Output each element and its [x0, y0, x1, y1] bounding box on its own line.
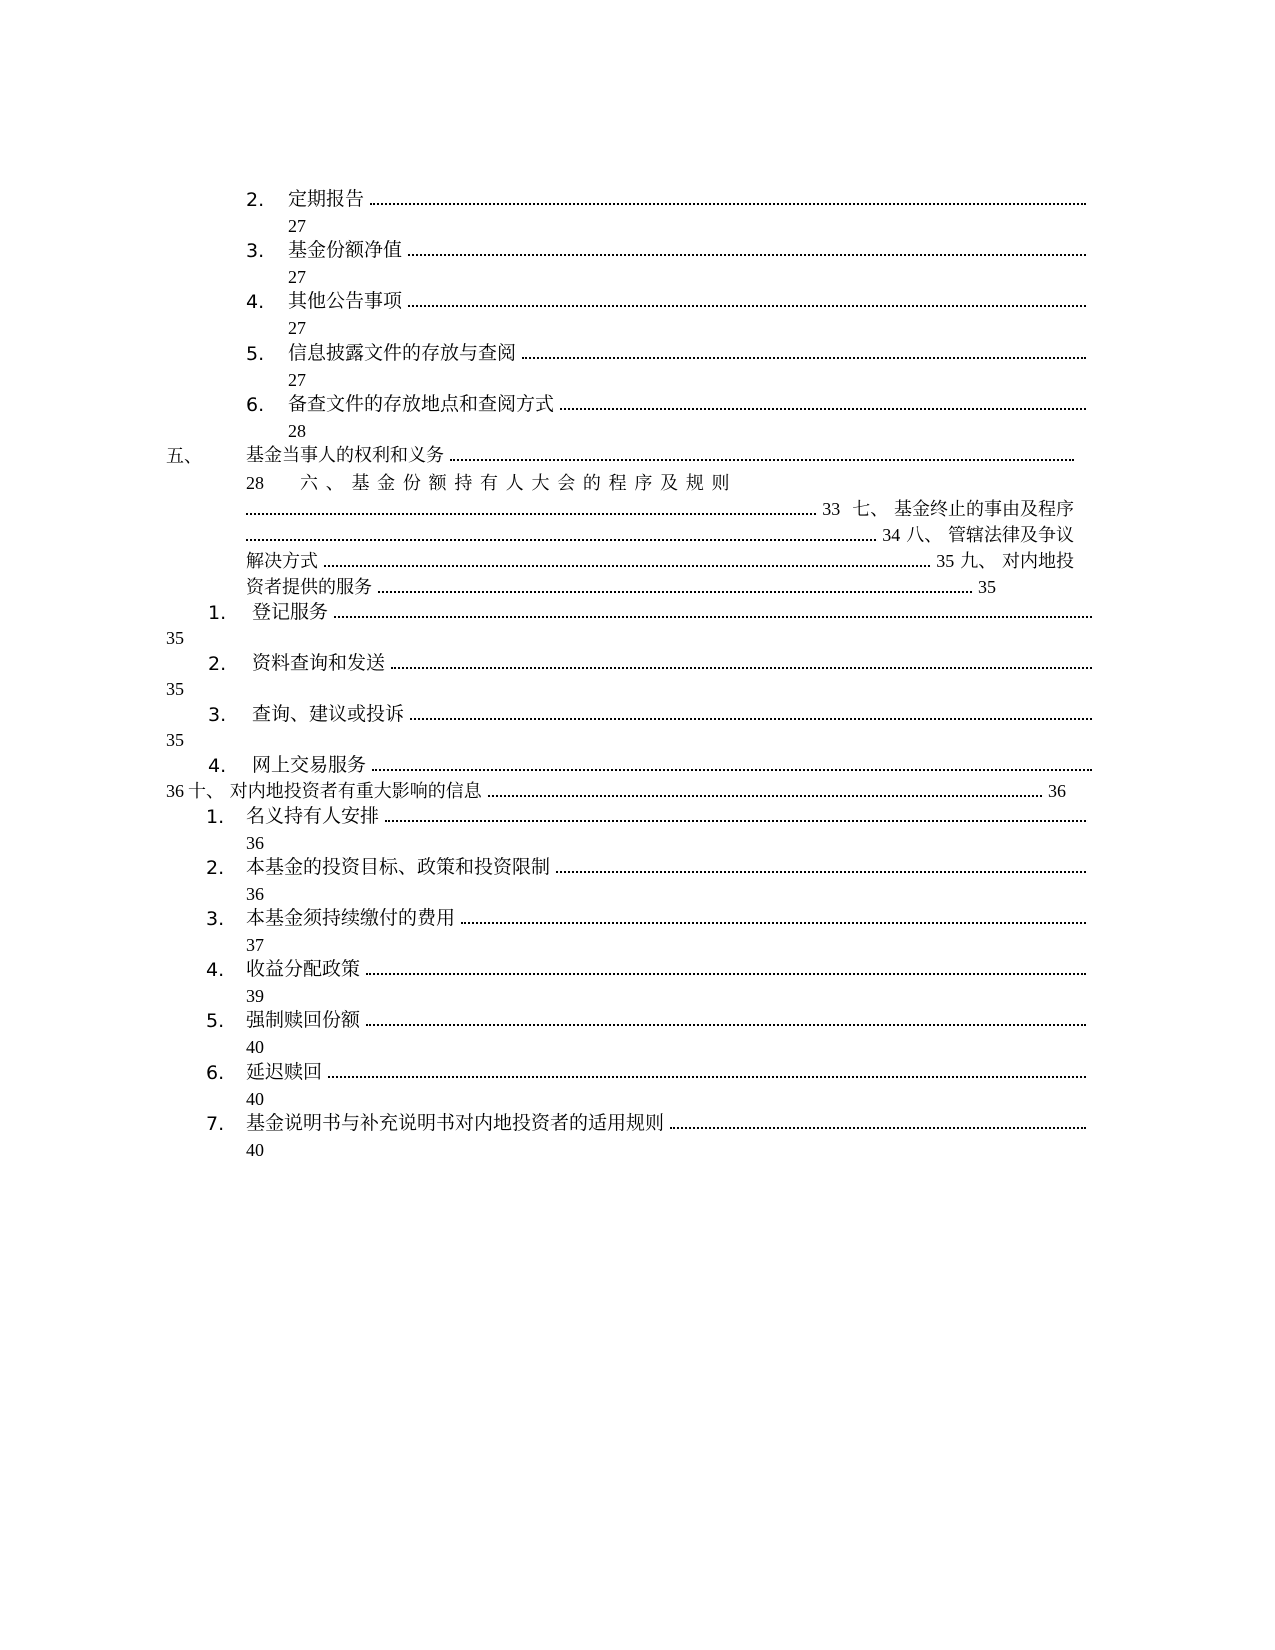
toc-item-number: 6. — [206, 1062, 225, 1084]
toc-item-number: 2. — [206, 857, 225, 879]
toc-item-number: 2. — [208, 653, 227, 675]
dot-leader — [372, 769, 1092, 771]
toc-entry-online-trading[interactable] — [252, 752, 1092, 778]
toc-section-number: 五、 — [166, 446, 202, 467]
toc-wrapped-line-6 — [166, 778, 1066, 805]
toc-page-number: 35 — [936, 551, 955, 571]
dot-leader — [246, 539, 876, 541]
dot-leader — [391, 667, 1092, 669]
toc-entry-title: 强制赎回份额 — [246, 1009, 361, 1031]
toc-item-number: 6. — [246, 394, 265, 416]
toc-entry-title: 本基金的投资目标、政策和投资限制 — [246, 856, 551, 878]
dot-leader — [408, 254, 1086, 256]
toc-page-number: 35 — [978, 577, 996, 597]
toc-item-number: 3. — [206, 908, 225, 930]
toc-page-number: 27 — [288, 216, 306, 236]
toc-wrapped-line-5 — [246, 574, 996, 601]
toc-entry-applicable-rules[interactable] — [246, 1110, 1086, 1136]
toc-entry-disclosure-docs[interactable] — [288, 340, 1086, 366]
toc-page-number: 36 — [246, 833, 264, 853]
dot-leader — [334, 616, 1092, 618]
toc-item-number: 5. — [246, 343, 265, 365]
toc-item-number: 3. — [208, 704, 227, 726]
toc-item-number: 7. — [206, 1113, 225, 1135]
toc-page-number: 27 — [288, 370, 306, 390]
toc-item-number: 3. — [246, 240, 265, 262]
toc-entry-section-9-cont: 资者提供的服务 — [246, 577, 372, 598]
dot-leader — [461, 922, 1086, 924]
toc-entry-nav[interactable] — [288, 237, 1086, 263]
toc-item-number: 1. — [208, 602, 227, 624]
toc-entry-title: 网上交易服务 — [252, 754, 367, 776]
dot-leader — [366, 973, 1086, 975]
toc-entry-section-8[interactable]: 八、 管辖法律及争议 — [906, 525, 1074, 546]
toc-page-number: 35 — [166, 679, 184, 699]
toc-entry-title: 备查文件的存放地点和查阅方式 — [288, 393, 555, 415]
toc-page-number: 36 — [246, 884, 264, 904]
toc-page-number: 34 — [882, 525, 901, 545]
toc-entry-other-announcements[interactable] — [288, 288, 1086, 314]
toc-entry-title: 延迟赎回 — [246, 1061, 323, 1083]
toc-page-number: 27 — [288, 267, 306, 287]
toc-entry-title: 登记服务 — [252, 601, 329, 623]
dot-leader — [670, 1127, 1086, 1129]
toc-entry-registration[interactable] — [252, 599, 1092, 625]
toc-entry-periodic-report[interactable] — [288, 186, 1086, 212]
toc-entry-reference-docs[interactable] — [288, 391, 1086, 417]
dot-leader — [370, 203, 1086, 205]
dot-leader — [328, 1076, 1086, 1078]
dot-leader — [556, 871, 1086, 873]
toc-wrapped-line-2 — [246, 496, 1074, 523]
dot-leader — [366, 1024, 1086, 1026]
dot-leader — [385, 820, 1086, 822]
toc-entry-title: 其他公告事项 — [288, 290, 403, 312]
toc-item-number: 2. — [246, 189, 265, 211]
toc-page-number: 35 — [166, 628, 184, 648]
toc-entry-section-7[interactable]: 七、 基金终止的事由及程序 — [852, 499, 1074, 520]
dot-leader — [560, 408, 1086, 410]
toc-entry-deferred-redemption[interactable] — [246, 1059, 1086, 1085]
toc-page-number: 27 — [288, 318, 306, 338]
toc-entry-title: 查询、建议或投诉 — [252, 703, 405, 725]
toc-item-number: 4. — [208, 755, 227, 777]
toc-wrapped-line-3 — [246, 522, 1074, 549]
toc-entry-title: 基金当事人的权利和义务 — [246, 445, 444, 466]
dot-leader — [410, 718, 1092, 720]
toc-entry-title: 名义持有人安排 — [246, 805, 380, 827]
toc-entry-distribution-policy[interactable] — [246, 956, 1086, 982]
toc-page-number: 40 — [246, 1089, 264, 1109]
toc-wrapped-line-1 — [246, 470, 1074, 497]
toc-entry-title: 定期报告 — [288, 188, 365, 210]
toc-page-number: 28 — [288, 421, 306, 441]
toc-entry-section-9[interactable]: 九、 对内地投 — [960, 551, 1074, 572]
toc-item-number: 4. — [246, 291, 265, 313]
toc-page-number: 35 — [166, 730, 184, 750]
toc-entry-title: 基金份额净值 — [288, 239, 403, 261]
toc-entry-title: 基金说明书与补充说明书对内地投资者的适用规则 — [246, 1112, 665, 1134]
toc-page-number: 28 — [246, 473, 264, 493]
toc-entry-title: 收益分配政策 — [246, 958, 361, 980]
toc-entry-investment-objective[interactable] — [246, 854, 1086, 880]
toc-page-number: 40 — [246, 1037, 264, 1057]
toc-page-number: 37 — [246, 935, 264, 955]
dot-leader — [246, 513, 816, 515]
toc-wrapped-line-4 — [246, 548, 1074, 575]
toc-entry-nominee[interactable] — [246, 803, 1086, 829]
toc-entry-section-6[interactable]: 六 、 基 金 份 额 持 有 人 大 会 的 程 序 及 规 则 — [300, 473, 731, 494]
toc-entry-section-5[interactable] — [246, 443, 1074, 469]
toc-page-number: 36 — [1048, 781, 1066, 801]
toc-entry-info-inquiry[interactable] — [252, 650, 1092, 676]
toc-item-number: 5. — [206, 1010, 225, 1032]
toc-item-number: 1. — [206, 806, 225, 828]
toc-entry-complaints[interactable] — [252, 701, 1092, 727]
toc-entry-ongoing-fees[interactable] — [246, 905, 1086, 931]
toc-page-number: 40 — [246, 1140, 264, 1160]
toc-page-number: 33 — [822, 499, 841, 519]
dot-leader — [408, 305, 1086, 307]
toc-entry-title: 本基金须持续缴付的费用 — [246, 907, 456, 929]
toc-entry-section-10[interactable]: 十、 对内地投资者有重大影响的信息 — [188, 781, 482, 802]
dot-leader — [522, 357, 1086, 359]
toc-entry-title: 信息披露文件的存放与查阅 — [288, 342, 517, 364]
dot-leader — [488, 795, 1042, 797]
dot-leader — [324, 565, 930, 567]
toc-page-number: 39 — [246, 986, 264, 1006]
toc-page-number: 36 — [166, 781, 184, 801]
toc-entry-title: 资料查询和发送 — [252, 652, 386, 674]
toc-entry-compulsory-redemption[interactable] — [246, 1007, 1086, 1033]
toc-item-number: 4. — [206, 959, 225, 981]
dot-leader — [378, 591, 972, 593]
dot-leader — [450, 459, 1074, 461]
toc-entry-section-8-cont: 解决方式 — [246, 551, 318, 572]
